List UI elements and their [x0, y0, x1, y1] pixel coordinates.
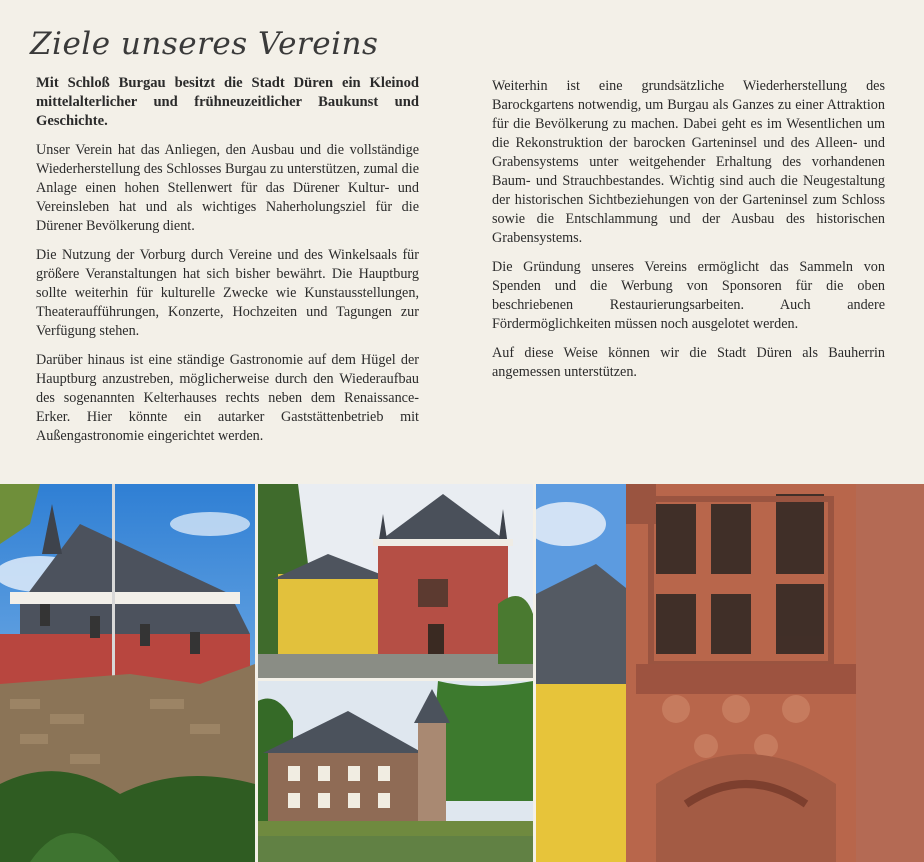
lead-paragraph: Mit Schloß Burgau besitzt die Stadt Düren ein Kleinod mittelalterlicher und frühneuzeitlicher Baukunst und Geschichte.	[36, 75, 419, 129]
paragraph: Weiterhin ist eine grundsätzliche Wiederherstellung des Barockgartens notwendig, um Burgau als Ganzes zu einer Attraktion für die Bevölkerung zu machen. Dabei geht es im Wesentlichen um die Rekonstruktion der barocken Garteninsel und des Alleen- und Grabensystems unter weitgehender Erhaltung des vorhandenen Baum- und Strauchbestandes. Wichtig sind auch die Neugestaltung der historischen Sichtbeziehungen von der Garteninsel zum Schloss sowie die Entschlammung und der Ausbau des historischen Grabensystems.	[492, 78, 885, 246]
page-title: Ziele unseres Vereins	[30, 26, 379, 62]
left-text-column	[36, 74, 419, 456]
castle-tower-photo	[0, 484, 255, 862]
paragraph: Darüber hinaus ist eine ständige Gastronomie auf dem Hügel der Hauptburg anzustreben, möglicherweise durch den Wiederaufbau des sogenannten Kelterhauses rechts neben dem Renaissance-Erker. Hier könnte ein autarker Gaststättenbetrieb mit Außengastronomie eingerichtet werden.	[36, 352, 419, 444]
paragraph: Die Nutzung der Vorburg durch Vereine und des Winkelsaals für größere Veranstaltungen hat sich bisher bewährt. Die Hauptburg sollte weiterhin für kulturelle Zwecke wie Kunstausstellungen, Theateraufführungen, Konzerte, Hochzeiten und Tagungen zur Verfügung stehen.	[36, 247, 419, 339]
paragraph: Unser Verein hat das Anliegen, den Ausbau und die vollständige Wiederherstellung des Schlosses Burgau zu unterstützen, zumal die Anlage einen hohen Stellenwert für das Dürener Kultur- und Vereinsleben hat und als wichtiges Naherholungsziel für die Dürener Bevölkerung dient.	[36, 142, 419, 234]
paragraph: Die Gründung unseres Vereins ermöglicht das Sammeln von Spenden und die Werbung von Sponsoren für die oben beschriebenen Restaurierungsarbeiten. Auch andere Fördermöglichkeiten müssen noch ausgelotet werden.	[492, 259, 885, 332]
castle-moat-photo	[258, 681, 533, 862]
castle-gate-photo	[258, 484, 533, 678]
renaissance-oriel-photo	[536, 484, 924, 862]
paragraph: Auf diese Weise können wir die Stadt Düren als Bauherrin angemessen unterstützen.	[492, 345, 885, 380]
right-text-column	[492, 77, 885, 392]
